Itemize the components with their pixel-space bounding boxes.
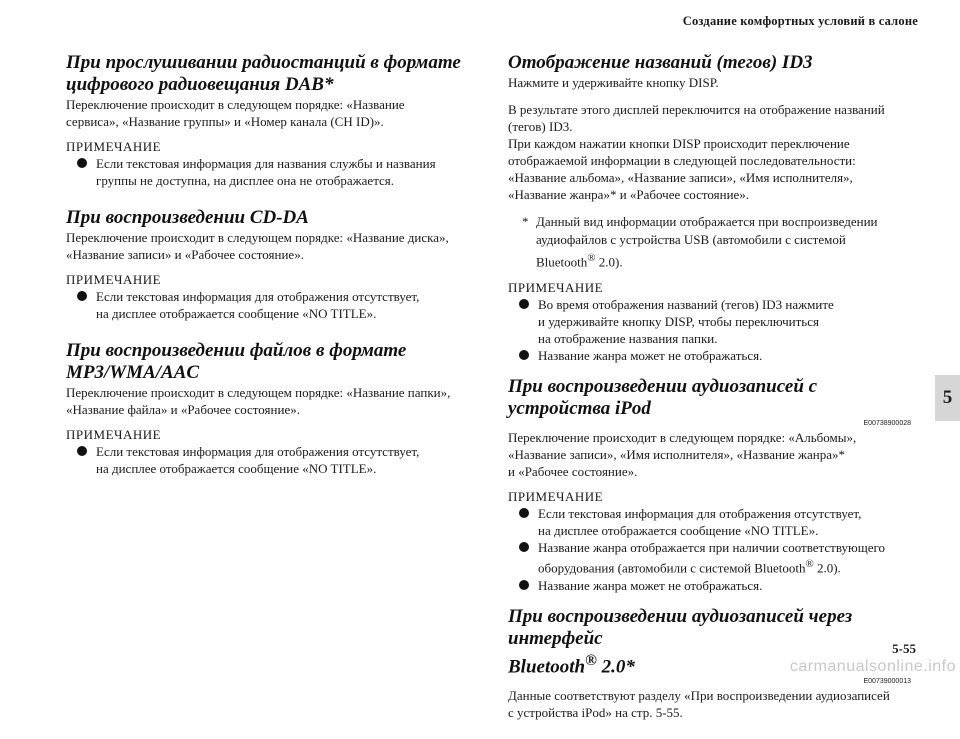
page-number: 5-55 — [892, 641, 916, 656]
body-text: В результате этого дисплей переключится на отображение названий (тегов) ID3. При каждом нажатии кнопки DISP происходит переключение отображаемой информации в следующей последовательности: «Название альбома», «Название записи», «Имя исполнителя», «Название жанра»* и «Рабочее состояние». — [508, 102, 885, 202]
note-label: ПРИМЕЧАНИЕ — [66, 427, 162, 442]
body-text: Переключение происходит в следующем порядке: «Название папки», «Название файла» и «Рабочее состояние». — [66, 385, 451, 417]
footnote-mark: * — [522, 214, 529, 229]
note-label: ПРИМЕЧАНИЕ — [66, 139, 162, 154]
registered-mark: ® — [585, 651, 597, 669]
title-line: цифрового радиовещания DAB* — [66, 74, 334, 95]
note-label: ПРИМЕЧАНИЕ — [508, 489, 604, 505]
body-text: Переключение происходит в следующем порядке: «Название диска», «Название записи» и «Рабочее состояние». — [66, 230, 449, 262]
reference-code: E00738900028 — [863, 420, 911, 428]
section-title: Отображение названий (тегов) ID3 — [508, 52, 813, 73]
note-label: ПРИМЕЧАНИЕ — [66, 272, 162, 287]
note-bullet: Если текстовая информация для отображения отсутствует, на дисплее отображается сообщение «NO TITLE». — [66, 288, 481, 322]
registered-mark: ® — [805, 558, 814, 571]
section-cd-da — [66, 207, 481, 322]
note-bullet: Если текстовая информация для отображения отсутствует, на дисплее отображается сообщение «NO TITLE». — [508, 505, 913, 539]
right-column — [508, 52, 913, 739]
section-title: При воспроизведении аудиозаписей с устройства iPod — [508, 376, 818, 420]
body-text: Данные соответствуют разделу «При воспроизведении аудиозаписей с устройства iPod» на стр. 5-55. — [508, 687, 890, 720]
registered-mark: ® — [587, 252, 596, 264]
reference-code: E00739000013 — [863, 677, 911, 685]
title-line: При прослушивании радиостанций в формате — [66, 52, 461, 73]
section-mp3 — [66, 340, 481, 477]
page-header: Создание комфортных условий в салоне — [682, 14, 918, 28]
section-ipod — [508, 376, 913, 593]
note-bullet: Если текстовая информация для отображения отсутствует, на дисплее отображается сообщение «NO TITLE». — [66, 443, 481, 477]
section-title: При воспроизведении файлов в формате MP3/WMA/AAC — [66, 340, 407, 383]
chapter-tab: 5 — [935, 375, 960, 421]
watermark: carmanualsonline.info — [789, 658, 956, 675]
left-column — [66, 52, 481, 495]
note-bullet: Название жанра может не отображаться. — [508, 577, 913, 594]
body-text: Переключение происходит в следующем порядке: «Название сервиса», «Название группы» и «Номер канала (CH ID)». — [66, 97, 405, 129]
section-dab — [66, 52, 481, 189]
section-title: При воспроизведении CD-DA — [66, 207, 309, 228]
section-id3 — [508, 52, 913, 364]
note-bullet: Если текстовая информация для названия службы и названия группы не доступна, на дисплее она не отображается. — [66, 155, 481, 189]
section-title — [66, 52, 481, 96]
note-bullet: Название жанра отображается при наличии соответствующего оборудования (автомобили с системой Bluetooth® 2.0). — [508, 539, 913, 576]
note-bullet: Название жанра может не отображаться. — [508, 347, 913, 364]
footnote: * Данный вид информации отображается при воспроизведении аудиофайлов с устройства USB (автомобили с системой Bluetooth® 2.0). — [522, 214, 878, 270]
section-title: При воспроизведении аудиозаписей через интерфейс Bluetooth® 2.0* — [508, 605, 853, 677]
note-label: ПРИМЕЧАНИЕ — [508, 280, 604, 296]
body-text: Нажмите и удерживайте кнопку DISP. — [508, 75, 719, 90]
note-bullet: Во время отображения названий (тегов) ID3 нажмите и удерживайте кнопку DISP, чтобы переключиться на отображение названия папки. — [508, 296, 913, 347]
body-text: Переключение происходит в следующем порядке: «Альбомы», «Название записи», «Имя исполнителя», «Название жанра»* и «Рабочее состояние». — [508, 430, 857, 480]
